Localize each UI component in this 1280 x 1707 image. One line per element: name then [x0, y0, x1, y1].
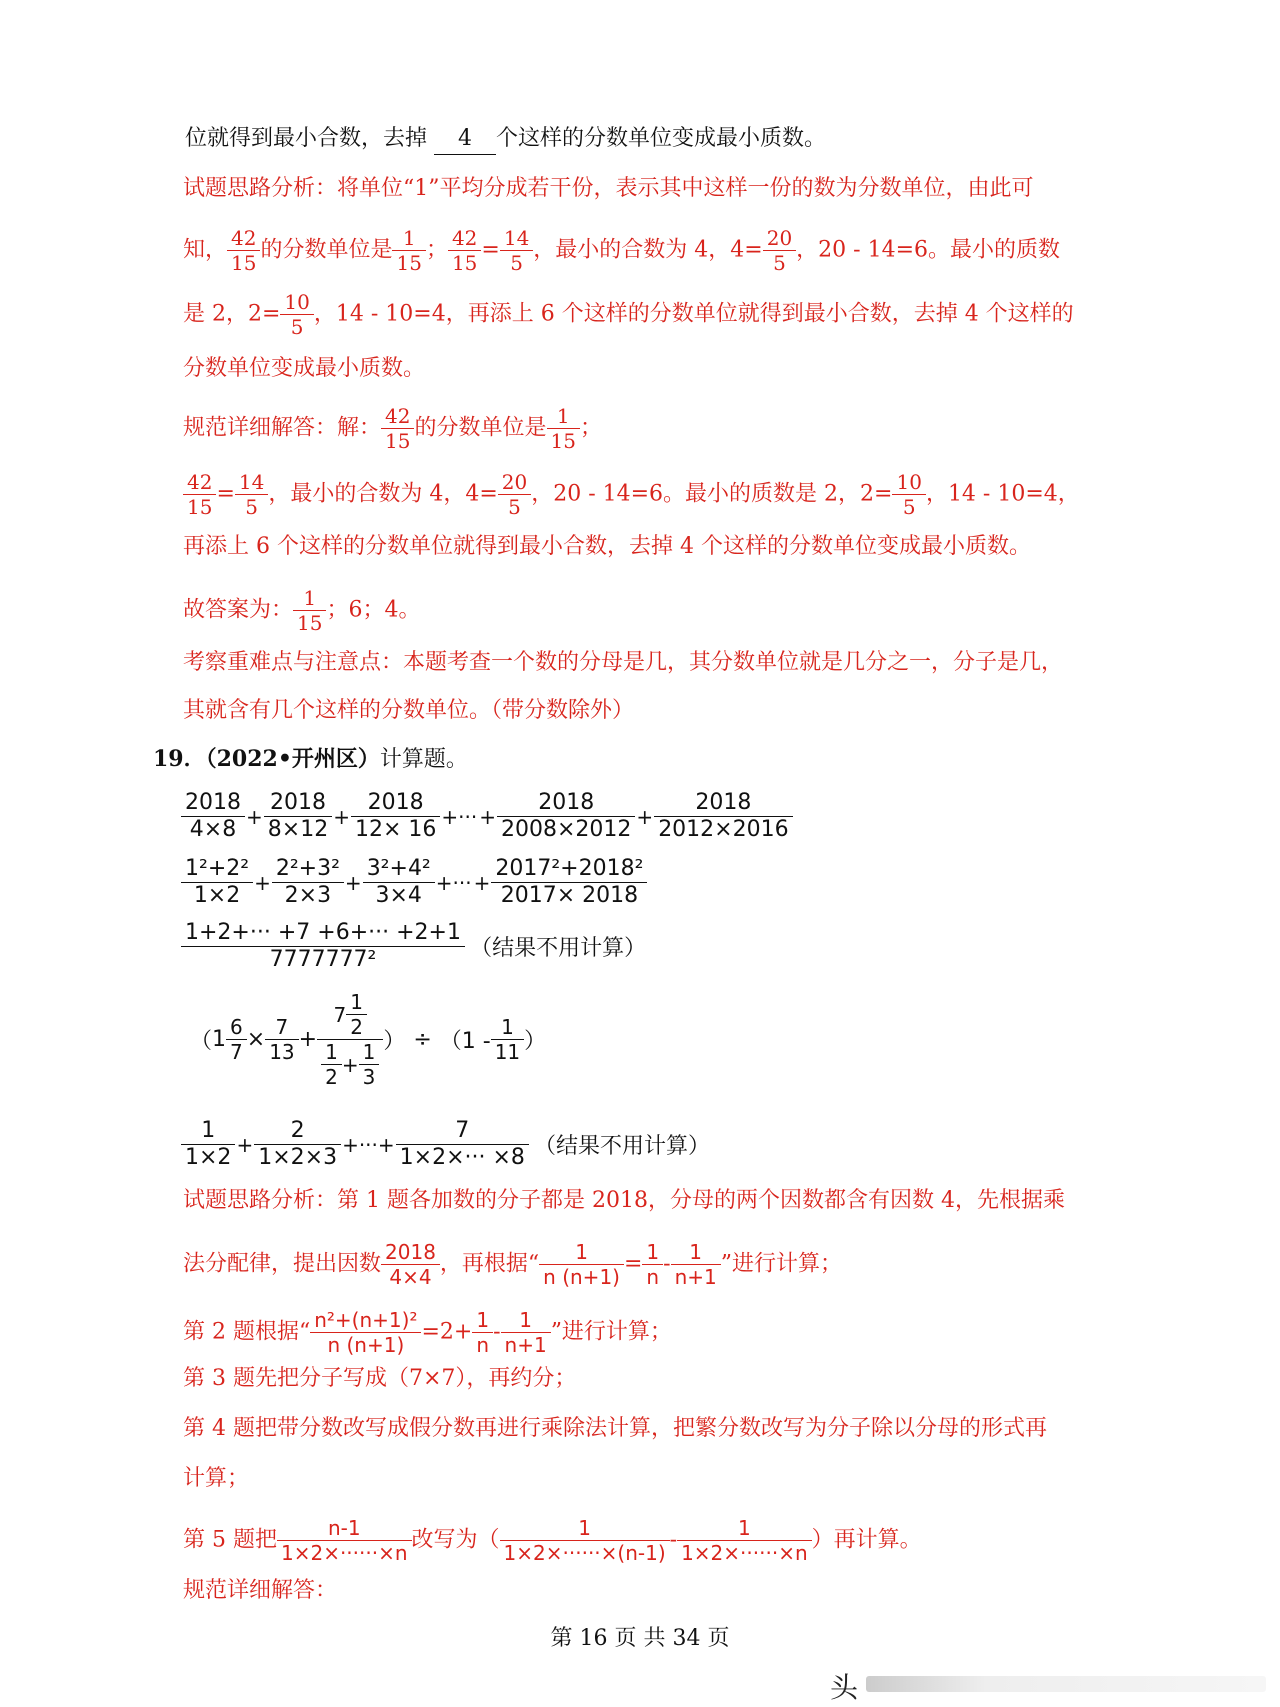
plus: +: [236, 1132, 254, 1157]
answer-blank: 4: [434, 124, 496, 155]
text: =: [481, 237, 500, 263]
q18-keypoint-line1: [183, 648, 1063, 678]
question-title: 计算题。: [379, 747, 468, 772]
q18-solution-line3: 再添上 6 个这样的分数单位就得到最小合数，去掉 4 个这样的分数单位变成最小质数。: [183, 534, 1031, 559]
plus: +: [473, 870, 491, 895]
text: ，最小的合数为 4，4=: [533, 237, 763, 263]
note: （结果不用计算）: [534, 1134, 711, 1159]
fraction-14-5: $\frac{14}{5}$: [502, 226, 531, 275]
ellipsis: +···: [441, 804, 478, 829]
fraction: $\frac{2018}{8\times 12}$: [266, 790, 330, 843]
mixed-whole: 1: [212, 1027, 227, 1052]
fraction: $\frac{2018}{2008\times 2012}$: [499, 790, 633, 843]
plus: +: [636, 804, 654, 829]
fraction-1-15: $\frac{1}{15}$: [295, 586, 324, 635]
fraction: $\frac{1}{1\times 2\times\cdot\cdot\cdot\cdot\cdot\cdot\times n}$: [679, 1516, 810, 1565]
fraction: $\frac{2018}{12\times 16}$: [353, 790, 438, 843]
fraction-20-5: $\frac{20}{5}$: [500, 470, 529, 519]
q19-solution-label: 规范详细解答：: [183, 1578, 338, 1603]
analysis-label: 试题思路分析：: [183, 176, 338, 201]
text: 第 1 题各加数的分子都是 2018，分母的两个因数都含有因数 4，先根据乘: [337, 1188, 1065, 1213]
fraction-20-5: $\frac{20}{5}$: [765, 226, 794, 275]
text: ，最小的合数为 4，4=: [268, 481, 498, 507]
expr-5: [181, 1118, 710, 1171]
text: 第 5 题把: [183, 1527, 277, 1553]
paren-close: ）: [383, 1029, 406, 1054]
text: 本题考查一个数的分母是几，其分数单位就是几分之一，分子是几，: [403, 650, 1064, 675]
fraction-10-5: $\frac{10}{5}$: [894, 470, 923, 519]
text: ，再根据“: [439, 1251, 540, 1277]
fraction: $\frac{1}{n+1}$: [673, 1240, 719, 1289]
text: ”进行计算；: [720, 1251, 842, 1277]
text: 故答案为：: [183, 597, 294, 623]
fraction: $\frac{n-1}{1\times 2\times\cdot\cdot\cdot\cdot\cdot\cdot\times n}$: [279, 1516, 410, 1565]
fraction: $\frac{\text{1²+2²}}{1\times 2}$: [183, 856, 251, 909]
q19-analysis-line3: [183, 1308, 672, 1357]
expr-1: [181, 790, 793, 843]
paren-close: ）: [524, 1029, 547, 1054]
text: 第 2 题根据“: [183, 1319, 311, 1345]
fraction: $\frac{2}{1\times 2\times 3}$: [256, 1118, 339, 1171]
text: 的分数单位是: [414, 415, 547, 441]
q18-analysis-line2: [183, 226, 1060, 275]
fraction: $\frac{2018}{4\times 8}$: [183, 790, 243, 843]
fraction-1-15: $\frac{1}{15}$: [549, 404, 578, 453]
text: ；: [425, 237, 448, 263]
fraction: $\frac{7}{1\times 2\times\cdot\cdot\cdot \times 8}$: [398, 1118, 527, 1171]
text: =2+: [421, 1319, 473, 1345]
ellipsis: +···: [435, 870, 472, 895]
fraction: $\frac{2018}{2012\times 2016}$: [656, 790, 790, 843]
text: ；6；4。: [326, 597, 421, 623]
keypoint-label: 考察重难点与注意点：: [183, 650, 404, 675]
q19-analysis-line5: 第 4 题把带分数改写成假分数再进行乘除法计算，把繁分数改写为分子除以分母的形式再: [183, 1416, 1047, 1441]
solution-label: 规范详细解答：: [183, 415, 338, 441]
intro-text-after: 个这样的分数单位变成最小质数。: [496, 126, 827, 151]
fraction: $\frac{\text{2017²+2018²}}{2017\times 2018}$: [493, 856, 645, 909]
fraction-14-5: $\frac{14}{5}$: [237, 470, 266, 519]
text: ，14 - 10=4，再添上 6 个这样的分数单位就得到最小合数，去掉 4 个这样的: [313, 301, 1074, 327]
q18-solution-line2: [183, 470, 1080, 519]
q18-solution-line1: [183, 404, 602, 453]
text: 解：: [337, 415, 382, 441]
analysis-label: 试题思路分析：: [183, 1188, 338, 1213]
watermark: [830, 1666, 1270, 1704]
q19-analysis-line1: [183, 1186, 1065, 1216]
ellipsis: +···+: [342, 1132, 395, 1157]
minus: -: [493, 1319, 501, 1345]
q18-answer-line: [183, 586, 420, 635]
text: ）再计算。: [811, 1527, 922, 1553]
analysis-text: 将单位“1”平均分成若干份，表示其中这样一份的数为分数单位，由此可: [337, 176, 1034, 201]
fraction: $\frac{\text{3²+4²}}{3\times 4}$: [365, 856, 433, 909]
paren-open: （: [190, 1029, 213, 1054]
watermark-logo: 头: [830, 1671, 859, 1704]
fraction-42-15: $\frac{42}{15}$: [450, 226, 479, 275]
plus: +: [254, 870, 271, 895]
text: ，20 - 14=6。最小的质数: [796, 237, 1061, 263]
fraction: $\frac{1}{1\times 2\times\cdot\cdot\cdot\cdot\cdot\cdot\times(n-1)}$: [502, 1516, 668, 1565]
question-number: 19．: [153, 746, 206, 772]
plus: +: [298, 1027, 318, 1052]
intro-line: [185, 124, 826, 155]
text: ；: [579, 415, 602, 441]
q18-analysis-line1: [183, 174, 1034, 204]
fraction-42-15: $\frac{42}{15}$: [383, 404, 412, 453]
equals: =: [623, 1251, 643, 1277]
plus: +: [344, 870, 362, 895]
fraction: $\frac{1+2+\cdot\cdot\cdot +7 +6+\cdot\cdot\cdot +2+1}{\text{7777777²}}$: [183, 920, 463, 973]
fraction: $\frac{1}{n+1}$: [503, 1308, 549, 1357]
q19-analysis-line2: [183, 1240, 842, 1289]
text: 法分配律，提出因数: [183, 1251, 382, 1277]
fraction: $\frac{7}{13}$: [267, 1015, 296, 1064]
text: 知，: [183, 237, 228, 263]
fraction: $\frac{1}{n (n+1)}$: [541, 1240, 622, 1289]
fraction: 1 11: [493, 1015, 522, 1064]
fraction: $\frac{\text{n²+(n+1)²}}{n (n+1)}$: [312, 1308, 419, 1357]
text: 是 2，2=: [183, 301, 281, 327]
text: ，14 - 10=4，: [925, 481, 1080, 507]
plus: +: [246, 804, 263, 829]
q18-analysis-line3: [183, 290, 1074, 339]
complex-fraction: 7 1 2 1 2 + 1 3: [319, 990, 381, 1089]
fraction-1-15: $\frac{1}{15}$: [394, 226, 423, 275]
minus: -: [669, 1527, 678, 1553]
page-footer: 第 16 页 共 34 页: [550, 1626, 730, 1651]
fraction-42-15: $\frac{42}{15}$: [229, 226, 258, 275]
text: =: [216, 481, 235, 507]
watermark-bar: [866, 1676, 1266, 1692]
q19-analysis-line4: 第 3 题先把分子写成（7×7），再约分；: [183, 1366, 577, 1391]
note: （结果不用计算）: [470, 936, 647, 961]
fraction: $\frac{1}{1\times 2}$: [183, 1118, 233, 1171]
divide: ÷: [413, 1027, 432, 1052]
text: 改写为（: [411, 1527, 500, 1553]
q18-analysis-line4: 分数单位变成最小质数。: [183, 356, 426, 381]
minus: -: [663, 1251, 671, 1277]
fraction: $\frac{\text{2²+3²}}{2\times 3}$: [274, 856, 342, 909]
fraction: $\frac{6}{7}$: [228, 1015, 245, 1064]
plus: +: [479, 804, 496, 829]
q19-analysis-line6: 计算；: [183, 1466, 250, 1491]
fraction: $\frac{2018}{4\times 4}$: [383, 1240, 438, 1289]
intro-text-before: 位就得到最小合数，去掉: [185, 126, 428, 151]
fraction-42-15: $\frac{42}{15}$: [185, 470, 214, 519]
fraction: $\frac{1}{n}$: [644, 1240, 661, 1289]
q19-analysis-line7: [183, 1516, 922, 1565]
fraction: $\frac{1}{n}$: [474, 1308, 491, 1357]
expr-3: [181, 920, 646, 973]
fraction-10-5: $\frac{10}{5}$: [282, 290, 311, 339]
q18-keypoint-line2: 其就含有几个这样的分数单位。（带分数除外）: [183, 698, 635, 723]
text: ”进行计算；: [550, 1319, 672, 1345]
text: 的分数单位是: [260, 237, 393, 263]
paren-open: （1 -: [439, 1029, 491, 1054]
text: ，20 - 14=6。最小的质数是 2，2=: [531, 481, 893, 507]
plus: +: [333, 804, 350, 829]
expr-2: [181, 856, 647, 909]
question-source: （2022•开州区）: [205, 746, 380, 772]
expr-4: [190, 990, 546, 1089]
q19-header: [153, 742, 468, 773]
times: ×: [246, 1027, 266, 1052]
